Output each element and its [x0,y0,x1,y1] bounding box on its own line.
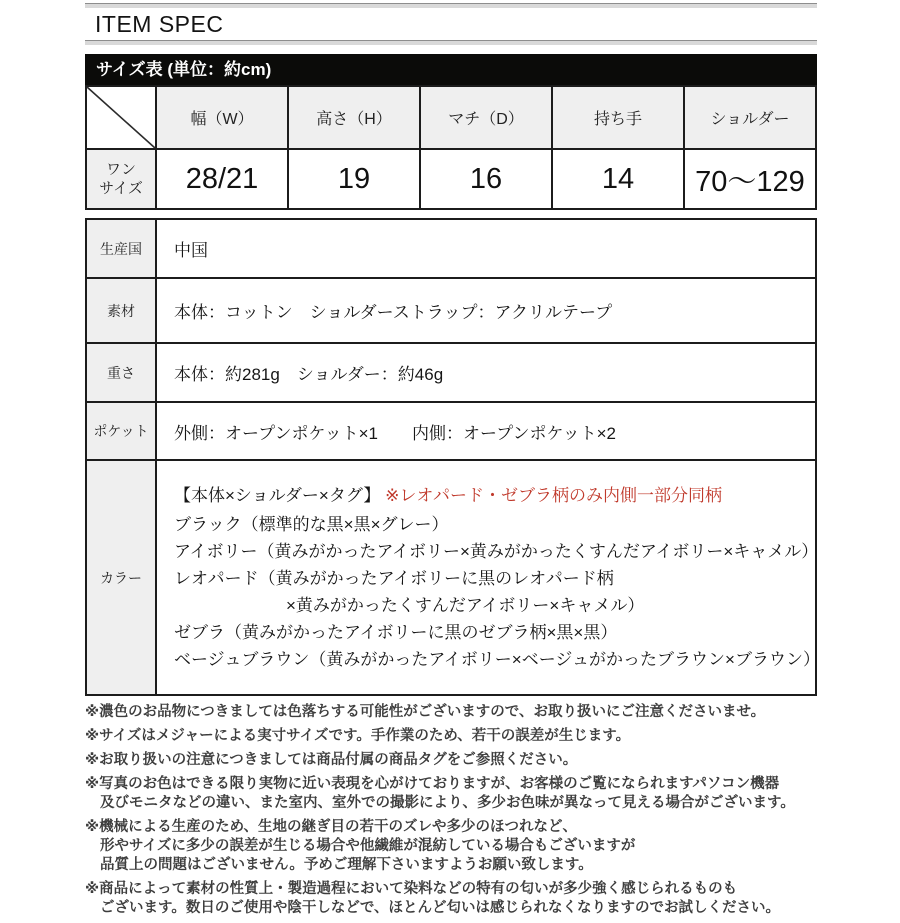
size-section-header: サイズ表 (単位：約cm) [85,54,817,85]
note-care-tag [85,751,817,770]
note-line: ※商品によって素材の性質上・製造過程において染料などの特有の匂いが多少強く感じられるものも [85,881,738,897]
note-photo-color [85,775,817,813]
row-material-label: 素材 [86,278,156,343]
col-header-handle: 持ち手 [552,86,684,149]
row-color-value [156,460,820,695]
col-header-shoulder: ショルダー [684,86,816,149]
row-weight-label: 重さ [86,343,156,402]
row-country-value: 中国 [156,219,816,278]
color-option-black: ブラック（標準的な黒×黒×グレー） [174,515,449,534]
row-weight-value: 本体：約281g ショルダー：約46g [156,343,816,402]
note-color-fading [85,703,817,722]
content-column [85,0,820,923]
color-red-note: ※レオパード・ゼブラ柄のみ内側一部分同柄 [385,486,722,505]
col-header-depth: マチ（D） [420,86,552,149]
note-line: ございます。数日のご使用や陰干しなどで、ほとんど匂いは感じられなくなりますのでお試しください。 [100,900,781,916]
row-pocket [86,402,816,460]
col-header-width: 幅（W） [156,86,288,149]
size-table-header-row [86,86,816,149]
row-country-label: 生産国 [86,219,156,278]
note-line: ※写真のお色はできる限り実物に近い表現を心がけておりますが、お客様のご覧になられますパソコン機器 [85,776,780,792]
notes-section [85,703,817,918]
size-row-label-line2: サイズ [99,180,143,197]
color-option-beigebrown: ベージュブラウン（黄みがかったアイボリー×ベージュがかったブラウン×ブラウン） [174,650,820,669]
row-weight [86,343,816,402]
color-heading-line [174,482,809,509]
color-heading: 【本体×ショルダー×タグ】 [174,486,381,505]
color-option-ivory: アイボリー（黄みがかったアイボリー×黄みがかったくすんだアイボリー×キャメル） [174,542,819,561]
note-line: ※お取り扱いの注意につきましては商品付属の商品タグをご参照ください。 [85,752,578,768]
note-measurement [85,727,817,746]
diagonal-line-icon [87,87,155,148]
note-line: ※機械による生産のため、生地の継ぎ目の若干のズレや多少のほつれなど、 [85,819,578,835]
col-header-height: 高さ（H） [288,86,420,149]
size-row-label-line1: ワン [105,161,136,178]
value-depth: 16 [420,149,552,209]
row-pocket-value: 外側：オープンポケット×1 内側：オープンポケット×2 [156,402,816,460]
color-option-leopard-cont: ×黄みがかったくすんだアイボリー×キャメル） [286,596,645,615]
row-color-label: カラー [86,460,156,695]
row-material [86,278,816,343]
note-line: ※サイズはメジャーによる実寸サイズです。手作業のため、若干の誤差が生じます。 [85,728,631,744]
row-country [86,219,816,278]
note-line: ※濃色のお品物につきましては色落ちする可能性がございますので、お取り扱いにご注意くださいませ。 [85,704,766,720]
row-pocket-label: ポケット [86,402,156,460]
note-line: 及びモニタなどの違い、また室内、室外での撮影により、多少お色味が異なって見える場合がございます。 [100,795,795,811]
diagonal-corner-cell [86,86,156,149]
size-table [85,85,817,210]
color-option-zebra: ゼブラ（黄みがかったアイボリーに黒のゼブラ柄×黒×黒） [174,623,618,642]
value-handle: 14 [552,149,684,209]
title-bottom-divider [85,40,817,45]
value-width: 28/21 [156,149,288,209]
note-production [85,818,817,875]
page-title: ITEM SPEC [95,11,224,37]
detail-table [85,218,820,696]
row-color [86,460,816,695]
note-smell [85,880,817,918]
size-row-label [86,149,156,209]
value-shoulder: 70〜129 [684,149,816,209]
size-table-value-row [86,149,816,209]
color-option-leopard: レオパード（黄みがかったアイボリーに黒のレオパード柄 [174,569,614,588]
value-height: 19 [288,149,420,209]
note-line: 形やサイズに多少の誤差が生じる場合や他繊維が混紡している場合もございますが [100,838,636,854]
note-line: 品質上の問題はございません。予めご理解下さいますようお願い致します。 [100,857,593,873]
row-material-value: 本体：コットン ショルダーストラップ：アクリルテープ [156,278,816,343]
